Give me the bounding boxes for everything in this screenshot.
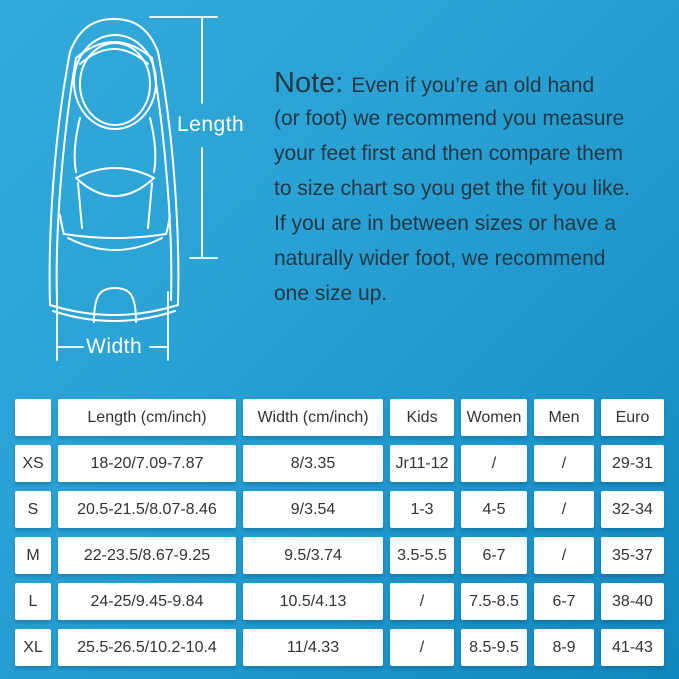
men-cell: 6-7 (534, 583, 594, 620)
swim-fin-line-art (15, 8, 250, 383)
euro-cell: 38-40 (601, 583, 664, 620)
width-cell: 11/4.33 (243, 629, 383, 666)
kids-cell: / (390, 583, 454, 620)
size-label-cell: S (15, 491, 51, 528)
table-header-row (15, 399, 664, 436)
note-line: (or foot) we recommend you measure (274, 107, 625, 130)
size-label-cell: L (15, 583, 51, 620)
note-title: Note: (274, 67, 344, 99)
table-row-xl (15, 629, 664, 666)
note-line: to size chart so you get the fit you like. (274, 177, 631, 200)
table-row-s (15, 491, 664, 528)
width-cell: 8/3.35 (243, 445, 383, 482)
men-cell: / (534, 445, 594, 482)
euro-cell: 35-37 (601, 537, 664, 574)
note-line (274, 66, 674, 101)
length-cell: 18-20/7.09-7.87 (58, 445, 236, 482)
men-cell: / (534, 537, 594, 574)
length-dimension-label: Length (177, 113, 245, 136)
length-cell: 22-23.5/8.67-9.25 (58, 537, 236, 574)
size-label-cell: XL (15, 629, 51, 666)
kids-cell: 1-3 (390, 491, 454, 528)
column-header-men: Men (534, 399, 594, 436)
table-row-xs (15, 445, 664, 482)
kids-cell: / (390, 629, 454, 666)
length-cell: 20.5-21.5/8.07-8.46 (58, 491, 236, 528)
women-cell: / (461, 445, 527, 482)
euro-cell: 29-31 (601, 445, 664, 482)
column-header-length: Length (cm/inch) (58, 399, 236, 436)
kids-cell: Jr11-12 (390, 445, 454, 482)
note-line: one size up. (274, 282, 388, 305)
women-cell: 4-5 (461, 491, 527, 528)
width-cell: 10.5/4.13 (243, 583, 383, 620)
width-cell: 9.5/3.74 (243, 537, 383, 574)
men-cell: 8-9 (534, 629, 594, 666)
size-label-cell: XS (15, 445, 51, 482)
note-text: Even if you’re an old hand (351, 74, 595, 97)
column-header-kids: Kids (390, 399, 454, 436)
euro-cell: 41-43 (601, 629, 664, 666)
euro-cell: 32-34 (601, 491, 664, 528)
women-cell: 7.5-8.5 (461, 583, 527, 620)
kids-cell: 3.5-5.5 (390, 537, 454, 574)
men-cell: / (534, 491, 594, 528)
size-label-cell: M (15, 537, 51, 574)
fin-diagram (15, 8, 250, 383)
note-line: If you are in between sizes or have a (274, 212, 617, 235)
width-cell: 9/3.54 (243, 491, 383, 528)
note-line: naturally wider foot, we recommend (274, 247, 606, 270)
width-dimension-label: Width (86, 335, 143, 358)
length-cell: 24-25/9.45-9.84 (58, 583, 236, 620)
size-table (8, 390, 671, 675)
column-header-euro: Euro (601, 399, 664, 436)
note-line: your feet first and then compare them (274, 142, 624, 165)
women-cell: 6-7 (461, 537, 527, 574)
table-row-m (15, 537, 664, 574)
column-header-women: Women (461, 399, 527, 436)
note-block (274, 66, 674, 311)
dimension-lines (57, 17, 217, 360)
women-cell: 8.5-9.5 (461, 629, 527, 666)
table-row-l (15, 583, 664, 620)
length-cell: 25.5-26.5/10.2-10.4 (58, 629, 236, 666)
column-header-width: Width (cm/inch) (243, 399, 383, 436)
column-header-blank (15, 399, 51, 436)
